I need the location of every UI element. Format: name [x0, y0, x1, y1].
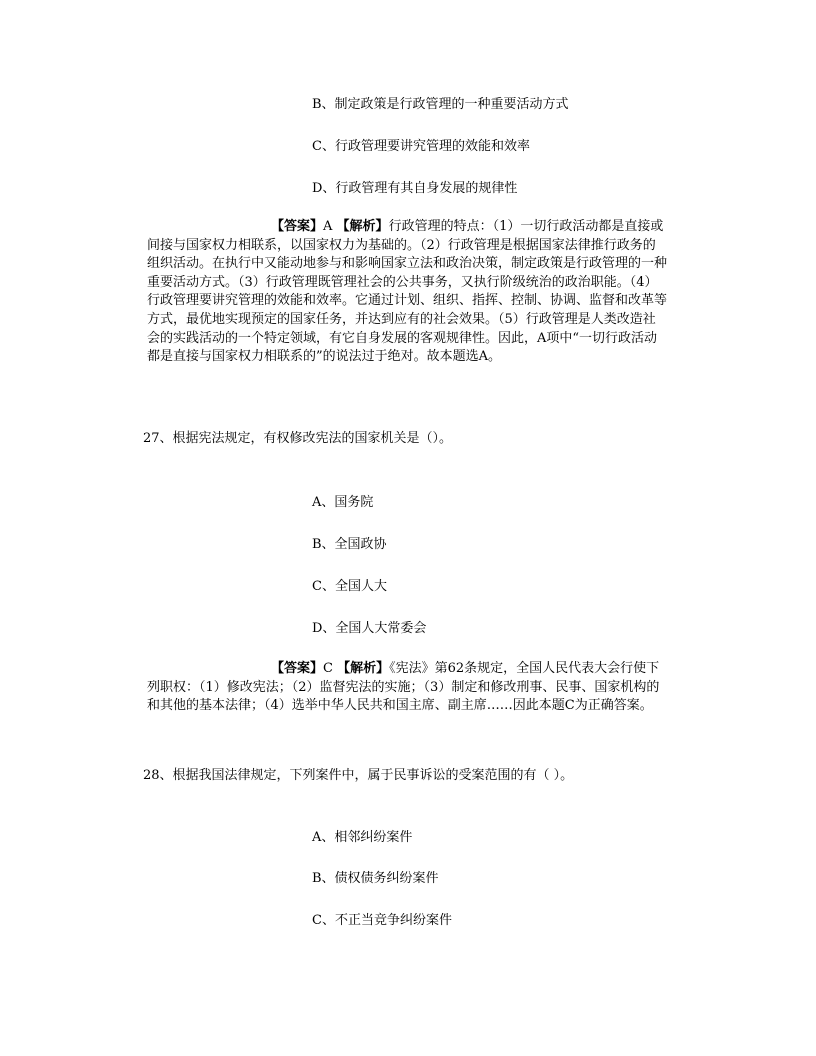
q27-option-d: D、全国人大常委会 [312, 621, 427, 636]
q27-option-a: A、国务院 [312, 495, 374, 510]
q28-option-c: C、不正当竞争纠纷案件 [312, 913, 452, 928]
question-28: 28、根据我国法律规定，下列案件中，属于民事诉讼的受案范围的有（ ）。 [143, 768, 574, 783]
q27-option-c: C、全国人大 [312, 579, 387, 594]
analysis-tag: 【解析】 [336, 219, 389, 234]
option-d: D、行政管理有其自身发展的规律性 [312, 181, 518, 196]
q28-option-b: B、债权债务纠纷案件 [312, 871, 439, 886]
question-27: 27、根据宪法规定，有权修改宪法的国家机关是（）。 [143, 431, 453, 446]
answer-letter: C [323, 661, 338, 676]
q28-option-a: A、相邻纠纷案件 [312, 830, 413, 845]
option-b: B、制定政策是行政管理的一种重要活动方式 [312, 97, 569, 112]
answer-letter: A [323, 219, 337, 234]
q27-answer-analysis-block [147, 660, 667, 716]
analysis-text: 《宪法》第62条规定，全国人民代表大会行使下列职权：（1）修改宪法；（2）监督宪法的实施；（3）制定和修改刑事、民事、国家机构的和其他的基本法律；（4）选举中华人民共和国主席、副主席……因此本题C为正确答案。 [147, 661, 660, 714]
option-c: C、行政管理要讲究管理的效能和效率 [312, 139, 530, 154]
q27-option-b: B、全国政协 [312, 537, 387, 552]
answer-tag: 【答案】 [271, 219, 324, 234]
analysis-tag: 【解析】 [337, 661, 390, 676]
answer-analysis-block [147, 218, 667, 367]
answer-tag: 【答案】 [271, 661, 324, 676]
analysis-text: 行政管理的特点：（1）一切行政活动都是直接或间接与国家权力相联系，以国家权力为基础的。（2）行政管理是根据国家法律推行政务的组织活动。在执行中又能动地参与和影响国家立法和政治决策，制定政策是行政管理的一种重要活动方式。（3）行政管理既管理社会的公共事务，又执行阶级统治的政治职能。（4）行政管理要讲究管理的效能和效率。它通过计划、组织、指挥、控制、协调、监督和改革等方式，最优地实现预定的国家任务，并达到应有的社会效果。（5）行政管理是人类改造社会的实践活动的一个特定领域，有它自身发展的客观规律性。因此，A项中“一切行政活动都是直接与国家权力相联系的”的说法过于绝对。故本题选A。 [147, 219, 668, 365]
